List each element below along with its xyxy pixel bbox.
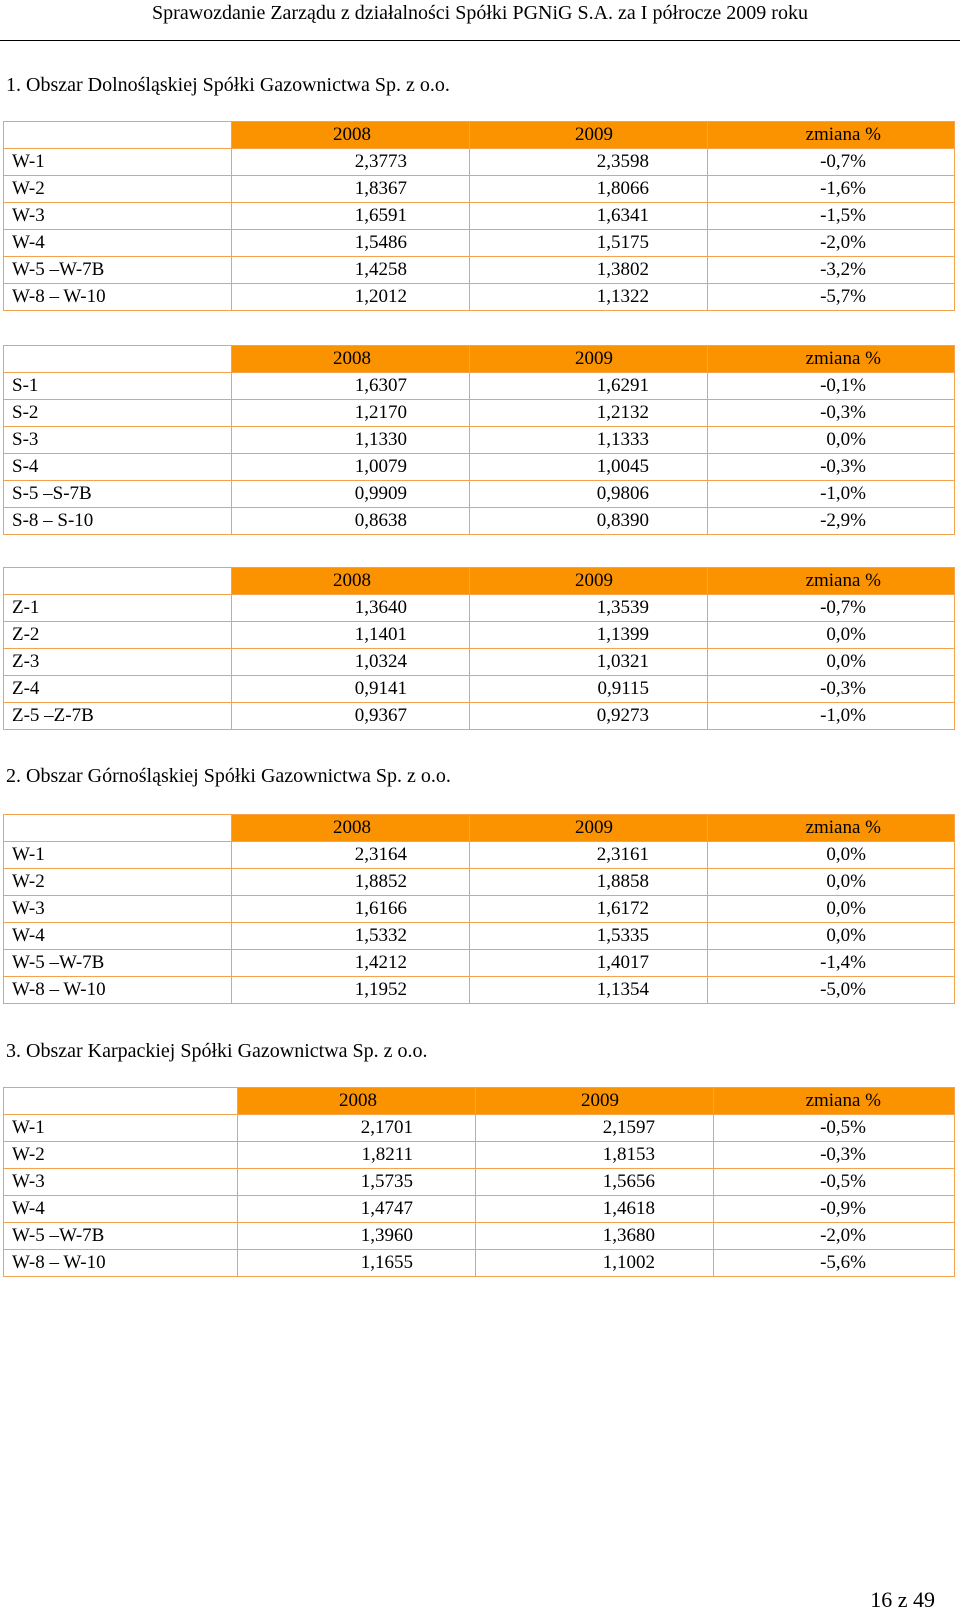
change-percent-cell: 0,0% xyxy=(708,649,955,676)
change-percent-cell: -0,7% xyxy=(708,149,955,176)
change-percent-cell: -1,6% xyxy=(708,176,955,203)
table-row xyxy=(4,1250,955,1277)
header-blank-cell xyxy=(4,346,232,373)
header-blank-cell xyxy=(4,568,232,595)
change-percent-cell: -0,3% xyxy=(708,676,955,703)
value-2008-cell: 1,4258 xyxy=(232,257,470,284)
tariff-group-cell: W-8 – W-10 xyxy=(4,977,232,1004)
value-2008-cell: 1,2012 xyxy=(232,284,470,311)
table-row xyxy=(4,373,955,400)
header-year-2008: 2008 xyxy=(232,568,470,595)
table-row xyxy=(4,284,955,311)
tariff-group-cell: W-8 – W-10 xyxy=(4,284,232,311)
tariff-group-cell: S-8 – S-10 xyxy=(4,508,232,535)
value-2008-cell: 1,1655 xyxy=(238,1250,476,1277)
value-2009-cell: 1,6172 xyxy=(470,896,708,923)
header-year-2009: 2009 xyxy=(476,1088,714,1115)
tariff-group-cell: W-3 xyxy=(4,203,232,230)
value-2009-cell: 1,4618 xyxy=(476,1196,714,1223)
value-2008-cell: 1,6307 xyxy=(232,373,470,400)
tariff-group-cell: W-2 xyxy=(4,869,232,896)
header-year-2009: 2009 xyxy=(470,346,708,373)
value-2009-cell: 2,3598 xyxy=(470,149,708,176)
value-2008-cell: 2,3773 xyxy=(232,149,470,176)
header-year-2008: 2008 xyxy=(232,122,470,149)
value-2008-cell: 1,5735 xyxy=(238,1169,476,1196)
value-2008-cell: 1,8211 xyxy=(238,1142,476,1169)
table-row xyxy=(4,400,955,427)
tariff-group-cell: W-1 xyxy=(4,842,232,869)
value-2008-cell: 1,3640 xyxy=(232,595,470,622)
value-2009-cell: 1,6291 xyxy=(470,373,708,400)
value-2008-cell: 0,9909 xyxy=(232,481,470,508)
value-2008-cell: 1,8852 xyxy=(232,869,470,896)
value-2009-cell: 1,1322 xyxy=(470,284,708,311)
table-header-row xyxy=(4,1088,955,1115)
value-2008-cell: 0,9141 xyxy=(232,676,470,703)
value-2009-cell: 1,1333 xyxy=(470,427,708,454)
value-2008-cell: 1,4747 xyxy=(238,1196,476,1223)
value-2009-cell: 1,3680 xyxy=(476,1223,714,1250)
value-2008-cell: 2,1701 xyxy=(238,1115,476,1142)
header-change: zmiana % xyxy=(708,815,955,842)
table-row xyxy=(4,230,955,257)
value-2009-cell: 1,8153 xyxy=(476,1142,714,1169)
table-row xyxy=(4,1115,955,1142)
change-percent-cell: -0,9% xyxy=(714,1196,955,1223)
table-row xyxy=(4,676,955,703)
table-row xyxy=(4,977,955,1004)
tariff-group-cell: S-4 xyxy=(4,454,232,481)
header-year-2008: 2008 xyxy=(232,346,470,373)
header-year-2008: 2008 xyxy=(232,815,470,842)
change-percent-cell: -2,0% xyxy=(708,230,955,257)
tariff-group-cell: Z-1 xyxy=(4,595,232,622)
value-2008-cell: 0,9367 xyxy=(232,703,470,730)
table-row xyxy=(4,454,955,481)
header-blank-cell xyxy=(4,122,232,149)
change-percent-cell: 0,0% xyxy=(708,896,955,923)
change-percent-cell: 0,0% xyxy=(708,622,955,649)
page-number: 16 z 49 xyxy=(870,1587,935,1612)
rate-table xyxy=(3,814,955,1004)
header-blank-cell xyxy=(4,815,232,842)
table-row xyxy=(4,149,955,176)
tariff-group-cell: W-4 xyxy=(4,1196,238,1223)
tariff-group-cell: Z-5 –Z-7B xyxy=(4,703,232,730)
header-change: zmiana % xyxy=(708,568,955,595)
table-row xyxy=(4,595,955,622)
table-row xyxy=(4,896,955,923)
header-year-2008: 2008 xyxy=(238,1088,476,1115)
change-percent-cell: -2,9% xyxy=(708,508,955,535)
header-blank-cell xyxy=(4,1088,238,1115)
header-year-2009: 2009 xyxy=(470,815,708,842)
change-percent-cell: -0,5% xyxy=(714,1169,955,1196)
table-row xyxy=(4,622,955,649)
tariff-group-cell: W-3 xyxy=(4,896,232,923)
value-2008-cell: 1,1330 xyxy=(232,427,470,454)
header-change: zmiana % xyxy=(714,1088,955,1115)
table-header-row xyxy=(4,346,955,373)
tariff-group-cell: Z-3 xyxy=(4,649,232,676)
change-percent-cell: -5,0% xyxy=(708,977,955,1004)
tariff-group-cell: W-4 xyxy=(4,230,232,257)
value-2008-cell: 1,0324 xyxy=(232,649,470,676)
tariff-group-cell: W-4 xyxy=(4,923,232,950)
value-2008-cell: 1,1952 xyxy=(232,977,470,1004)
table-row xyxy=(4,1142,955,1169)
value-2008-cell: 1,3960 xyxy=(238,1223,476,1250)
value-2009-cell: 0,9115 xyxy=(470,676,708,703)
tariff-group-cell: Z-4 xyxy=(4,676,232,703)
table-header-row xyxy=(4,122,955,149)
tariff-group-cell: W-5 –W-7B xyxy=(4,257,232,284)
change-percent-cell: -5,7% xyxy=(708,284,955,311)
tariff-group-cell: W-3 xyxy=(4,1169,238,1196)
value-2009-cell: 1,5175 xyxy=(470,230,708,257)
change-percent-cell: -1,5% xyxy=(708,203,955,230)
tariff-group-cell: S-5 –S-7B xyxy=(4,481,232,508)
change-percent-cell: 0,0% xyxy=(708,869,955,896)
rate-table xyxy=(3,121,955,311)
value-2009-cell: 2,3161 xyxy=(470,842,708,869)
table-row xyxy=(4,427,955,454)
value-2009-cell: 0,9806 xyxy=(470,481,708,508)
table-row xyxy=(4,176,955,203)
value-2009-cell: 1,3802 xyxy=(470,257,708,284)
table-row xyxy=(4,1169,955,1196)
value-2008-cell: 1,1401 xyxy=(232,622,470,649)
value-2008-cell: 1,5486 xyxy=(232,230,470,257)
header-change: zmiana % xyxy=(708,122,955,149)
change-percent-cell: 0,0% xyxy=(708,842,955,869)
table-row xyxy=(4,203,955,230)
rate-table xyxy=(3,345,955,535)
tariff-group-cell: S-3 xyxy=(4,427,232,454)
change-percent-cell: -1,0% xyxy=(708,703,955,730)
document-title: Sprawozdanie Zarządu z działalności Spółki PGNiG S.A. za I półrocze 2009 roku xyxy=(152,2,808,24)
table-header-row xyxy=(4,815,955,842)
table-row xyxy=(4,923,955,950)
value-2009-cell: 1,4017 xyxy=(470,950,708,977)
value-2008-cell: 1,5332 xyxy=(232,923,470,950)
tariff-group-cell: W-1 xyxy=(4,1115,238,1142)
value-2009-cell: 2,1597 xyxy=(476,1115,714,1142)
value-2009-cell: 1,5656 xyxy=(476,1169,714,1196)
value-2009-cell: 1,6341 xyxy=(470,203,708,230)
tariff-group-cell: S-1 xyxy=(4,373,232,400)
header-change: zmiana % xyxy=(708,346,955,373)
change-percent-cell: -5,6% xyxy=(714,1250,955,1277)
change-percent-cell: -0,7% xyxy=(708,595,955,622)
table-row xyxy=(4,950,955,977)
header-year-2009: 2009 xyxy=(470,568,708,595)
table-row xyxy=(4,703,955,730)
table-row xyxy=(4,1196,955,1223)
value-2009-cell: 1,0045 xyxy=(470,454,708,481)
table-row xyxy=(4,508,955,535)
value-2009-cell: 1,5335 xyxy=(470,923,708,950)
value-2008-cell: 1,6591 xyxy=(232,203,470,230)
header-year-2009: 2009 xyxy=(470,122,708,149)
table-header-row xyxy=(4,568,955,595)
value-2009-cell: 1,3539 xyxy=(470,595,708,622)
change-percent-cell: 0,0% xyxy=(708,923,955,950)
rate-table xyxy=(3,1087,955,1277)
tariff-group-cell: Z-2 xyxy=(4,622,232,649)
value-2008-cell: 1,8367 xyxy=(232,176,470,203)
change-percent-cell: -0,5% xyxy=(714,1115,955,1142)
table-row xyxy=(4,1223,955,1250)
change-percent-cell: -2,0% xyxy=(714,1223,955,1250)
value-2009-cell: 0,8390 xyxy=(470,508,708,535)
section-title-gornoslaska: 2. Obszar Górnośląskiej Spółki Gazownictwa Sp. z o.o. xyxy=(6,765,451,787)
value-2008-cell: 1,0079 xyxy=(232,454,470,481)
tariff-group-cell: W-5 –W-7B xyxy=(4,1223,238,1250)
tariff-group-cell: W-8 – W-10 xyxy=(4,1250,238,1277)
value-2009-cell: 1,0321 xyxy=(470,649,708,676)
value-2009-cell: 1,8066 xyxy=(470,176,708,203)
tariff-group-cell: W-2 xyxy=(4,1142,238,1169)
change-percent-cell: -0,3% xyxy=(714,1142,955,1169)
table-row xyxy=(4,869,955,896)
change-percent-cell: -0,1% xyxy=(708,373,955,400)
page-header xyxy=(0,0,960,41)
change-percent-cell: -0,3% xyxy=(708,454,955,481)
value-2009-cell: 1,1002 xyxy=(476,1250,714,1277)
value-2009-cell: 1,1354 xyxy=(470,977,708,1004)
tariff-group-cell: W-1 xyxy=(4,149,232,176)
change-percent-cell: -1,0% xyxy=(708,481,955,508)
table-row xyxy=(4,257,955,284)
section-title-karpacka: 3. Obszar Karpackiej Spółki Gazownictwa Sp. z o.o. xyxy=(6,1040,428,1062)
value-2008-cell: 2,3164 xyxy=(232,842,470,869)
table-row xyxy=(4,649,955,676)
section-title-dolnoslaska: 1. Obszar Dolnośląskiej Spółki Gazownictwa Sp. z o.o. xyxy=(6,74,450,96)
value-2008-cell: 0,8638 xyxy=(232,508,470,535)
tariff-group-cell: W-2 xyxy=(4,176,232,203)
value-2009-cell: 0,9273 xyxy=(470,703,708,730)
value-2008-cell: 1,4212 xyxy=(232,950,470,977)
table-row xyxy=(4,842,955,869)
change-percent-cell: -0,3% xyxy=(708,400,955,427)
tariff-group-cell: W-5 –W-7B xyxy=(4,950,232,977)
change-percent-cell: 0,0% xyxy=(708,427,955,454)
value-2009-cell: 1,8858 xyxy=(470,869,708,896)
change-percent-cell: -3,2% xyxy=(708,257,955,284)
value-2009-cell: 1,1399 xyxy=(470,622,708,649)
table-row xyxy=(4,481,955,508)
change-percent-cell: -1,4% xyxy=(708,950,955,977)
tariff-group-cell: S-2 xyxy=(4,400,232,427)
rate-table xyxy=(3,567,955,730)
value-2009-cell: 1,2132 xyxy=(470,400,708,427)
value-2008-cell: 1,2170 xyxy=(232,400,470,427)
value-2008-cell: 1,6166 xyxy=(232,896,470,923)
